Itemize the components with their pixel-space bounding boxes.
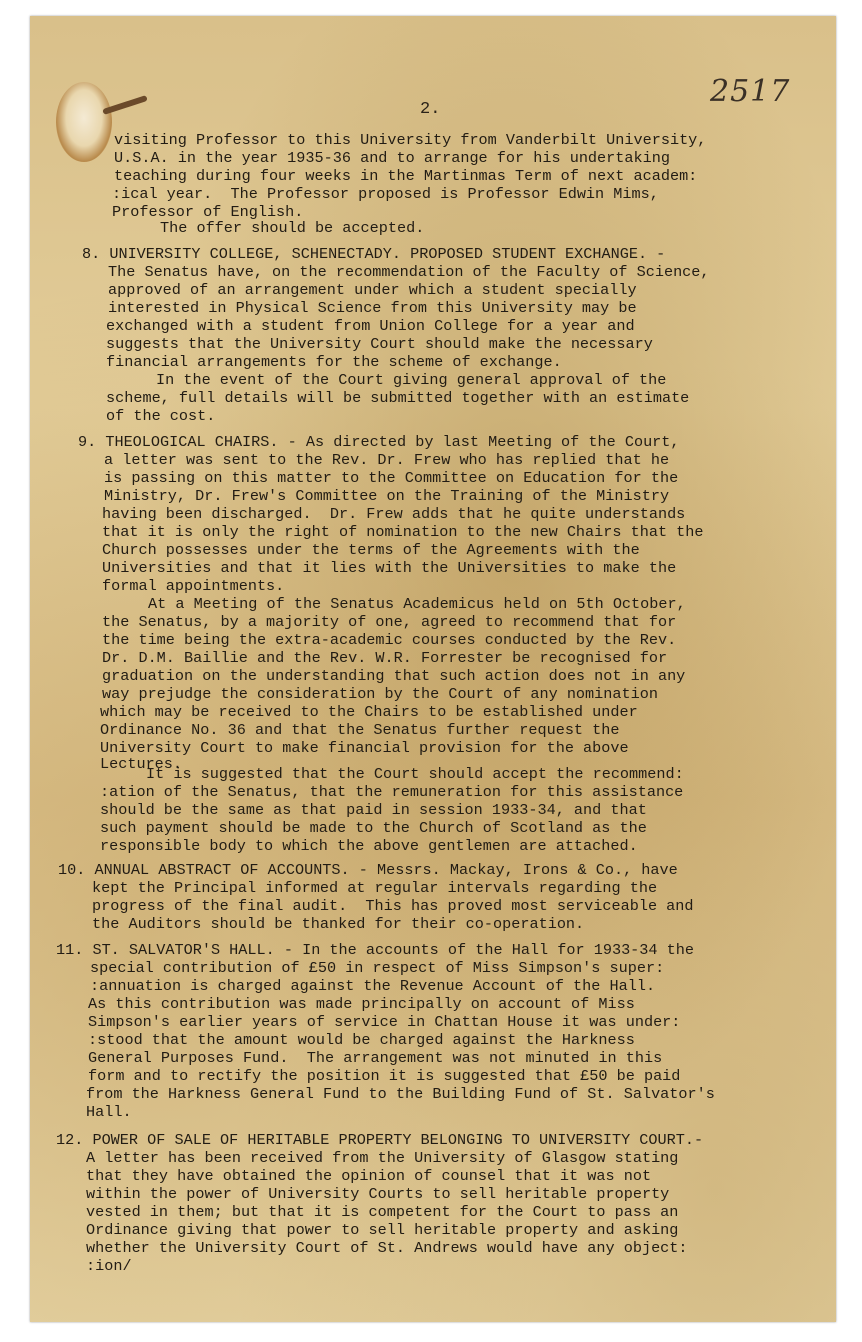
text-line: financial arrangements for the scheme of exchange. bbox=[106, 353, 562, 371]
text-line: way prejudge the consideration by the Court of any nomination bbox=[102, 685, 658, 703]
text-line: progress of the final audit. This has proved most serviceable and bbox=[92, 897, 694, 915]
text-line: a letter was sent to the Rev. Dr. Frew who has replied that he bbox=[104, 451, 670, 469]
handwritten-reference: 2517 bbox=[710, 74, 791, 109]
text-line: Church possesses under the terms of the Agreements with the bbox=[102, 541, 640, 559]
text-line: Ordinance giving that power to sell heritable property and asking bbox=[86, 1221, 679, 1239]
text-line: The Senatus have, on the recommendation of the Faculty of Science, bbox=[108, 263, 710, 281]
document-page bbox=[30, 16, 836, 1322]
text-line: teaching during four weeks in the Martinmas Term of next academ: bbox=[114, 167, 698, 185]
text-line: special contribution of £50 in respect of Miss Simpson's super: bbox=[90, 959, 665, 977]
text-line: U.S.A. in the year 1935-36 and to arrange for his undertaking bbox=[114, 149, 670, 167]
text-line: such payment should be made to the Church of Scotland as the bbox=[100, 819, 647, 837]
text-line: should be the same as that paid in session 1933-34, and that bbox=[100, 801, 647, 819]
text-line: Universities and that it lies with the Universities to make the bbox=[102, 559, 677, 577]
text-line: the time being the extra-academic courses conducted by the Rev. bbox=[102, 631, 677, 649]
text-line: It is suggested that the Court should accept the recommend: bbox=[146, 765, 684, 783]
text-line: scheme, full details will be submitted together with an estimate bbox=[106, 389, 690, 407]
text-line: As this contribution was made principally on account of Miss bbox=[88, 995, 635, 1013]
text-line: :ical year. The Professor proposed is Professor Edwin Mims, bbox=[112, 185, 659, 203]
text-line: is passing on this matter to the Committee on Education for the bbox=[104, 469, 679, 487]
text-line: The offer should be accepted. bbox=[160, 219, 425, 237]
text-line: 12. POWER OF SALE OF HERITABLE PROPERTY BELONGING TO UNIVERSITY COURT.- bbox=[56, 1131, 704, 1149]
text-line: approved of an arrangement under which a student specially bbox=[108, 281, 637, 299]
text-line: of the cost. bbox=[106, 407, 216, 425]
text-line: form and to rectify the position it is suggested that £50 be paid bbox=[88, 1067, 681, 1085]
text-line: Lectures. bbox=[100, 755, 183, 773]
text-line: within the power of University Courts to sell heritable property bbox=[86, 1185, 670, 1203]
text-line: the Senatus, by a majority of one, agreed to recommend that for bbox=[102, 613, 677, 631]
text-line: formal appointments. bbox=[102, 577, 285, 595]
text-line: vested in them; but that it is competent for the Court to pass an bbox=[86, 1203, 679, 1221]
text-line: 10. ANNUAL ABSTRACT OF ACCOUNTS. - Messrs. Mackay, Irons & Co., have bbox=[58, 861, 678, 879]
page-number: 2. bbox=[420, 100, 441, 119]
text-line: that it is only the right of nomination to the new Chairs that the bbox=[102, 523, 704, 541]
text-line: which may be received to the Chairs to be established under bbox=[100, 703, 638, 721]
text-line: University Court to make financial provision for the above bbox=[100, 739, 629, 757]
text-line: :ion/ bbox=[86, 1257, 132, 1275]
text-line: visiting Professor to this University from Vanderbilt University, bbox=[114, 131, 707, 149]
text-line: Professor of English. bbox=[112, 203, 304, 221]
text-line: 11. ST. SALVATOR'S HALL. - In the accounts of the Hall for 1933-34 the bbox=[56, 941, 694, 959]
text-line: responsible body to which the above gentlemen are attached. bbox=[100, 837, 638, 855]
text-line: :stood that the amount would be charged against the Harkness bbox=[88, 1031, 635, 1049]
text-line: Simpson's earlier years of service in Chattan House it was under: bbox=[88, 1013, 681, 1031]
text-line: Ministry, Dr. Frew's Committee on the Training of the Ministry bbox=[104, 487, 670, 505]
text-line: A letter has been received from the University of Glasgow stating bbox=[86, 1149, 679, 1167]
text-line: Hall. bbox=[86, 1103, 132, 1121]
text-line: whether the University Court of St. Andrews would have any object: bbox=[86, 1239, 688, 1257]
text-line: Ordinance No. 36 and that the Senatus further request the bbox=[100, 721, 620, 739]
text-line: graduation on the understanding that such action does not in any bbox=[102, 667, 686, 685]
text-line: General Purposes Fund. The arrangement was not minuted in this bbox=[88, 1049, 663, 1067]
text-line: :ation of the Senatus, that the remuneration for this assistance bbox=[100, 783, 684, 801]
text-line: In the event of the Court giving general approval of the bbox=[156, 371, 667, 389]
text-line: from the Harkness General Fund to the Building Fund of St. Salvator's bbox=[86, 1085, 715, 1103]
text-line: interested in Physical Science from this University may be bbox=[108, 299, 637, 317]
text-line: kept the Principal informed at regular intervals regarding the bbox=[92, 879, 658, 897]
text-line: :annuation is charged against the Revenue Account of the Hall. bbox=[90, 977, 656, 995]
burn-mark bbox=[56, 82, 112, 162]
text-line: that they have obtained the opinion of counsel that it was not bbox=[86, 1167, 652, 1185]
text-line: having been discharged. Dr. Frew adds that he quite understands bbox=[102, 505, 686, 523]
text-line: 9. THEOLOGICAL CHAIRS. - As directed by last Meeting of the Court, bbox=[78, 433, 680, 451]
text-line: the Auditors should be thanked for their co-operation. bbox=[92, 915, 585, 933]
text-line: At a Meeting of the Senatus Academicus held on 5th October, bbox=[148, 595, 686, 613]
text-line: suggests that the University Court should make the necessary bbox=[106, 335, 653, 353]
text-line: exchanged with a student from Union College for a year and bbox=[106, 317, 635, 335]
text-line: 8. UNIVERSITY COLLEGE, SCHENECTADY. PROPOSED STUDENT EXCHANGE. - bbox=[82, 245, 666, 263]
text-line: Dr. D.M. Baillie and the Rev. W.R. Forrester be recognised for bbox=[102, 649, 668, 667]
